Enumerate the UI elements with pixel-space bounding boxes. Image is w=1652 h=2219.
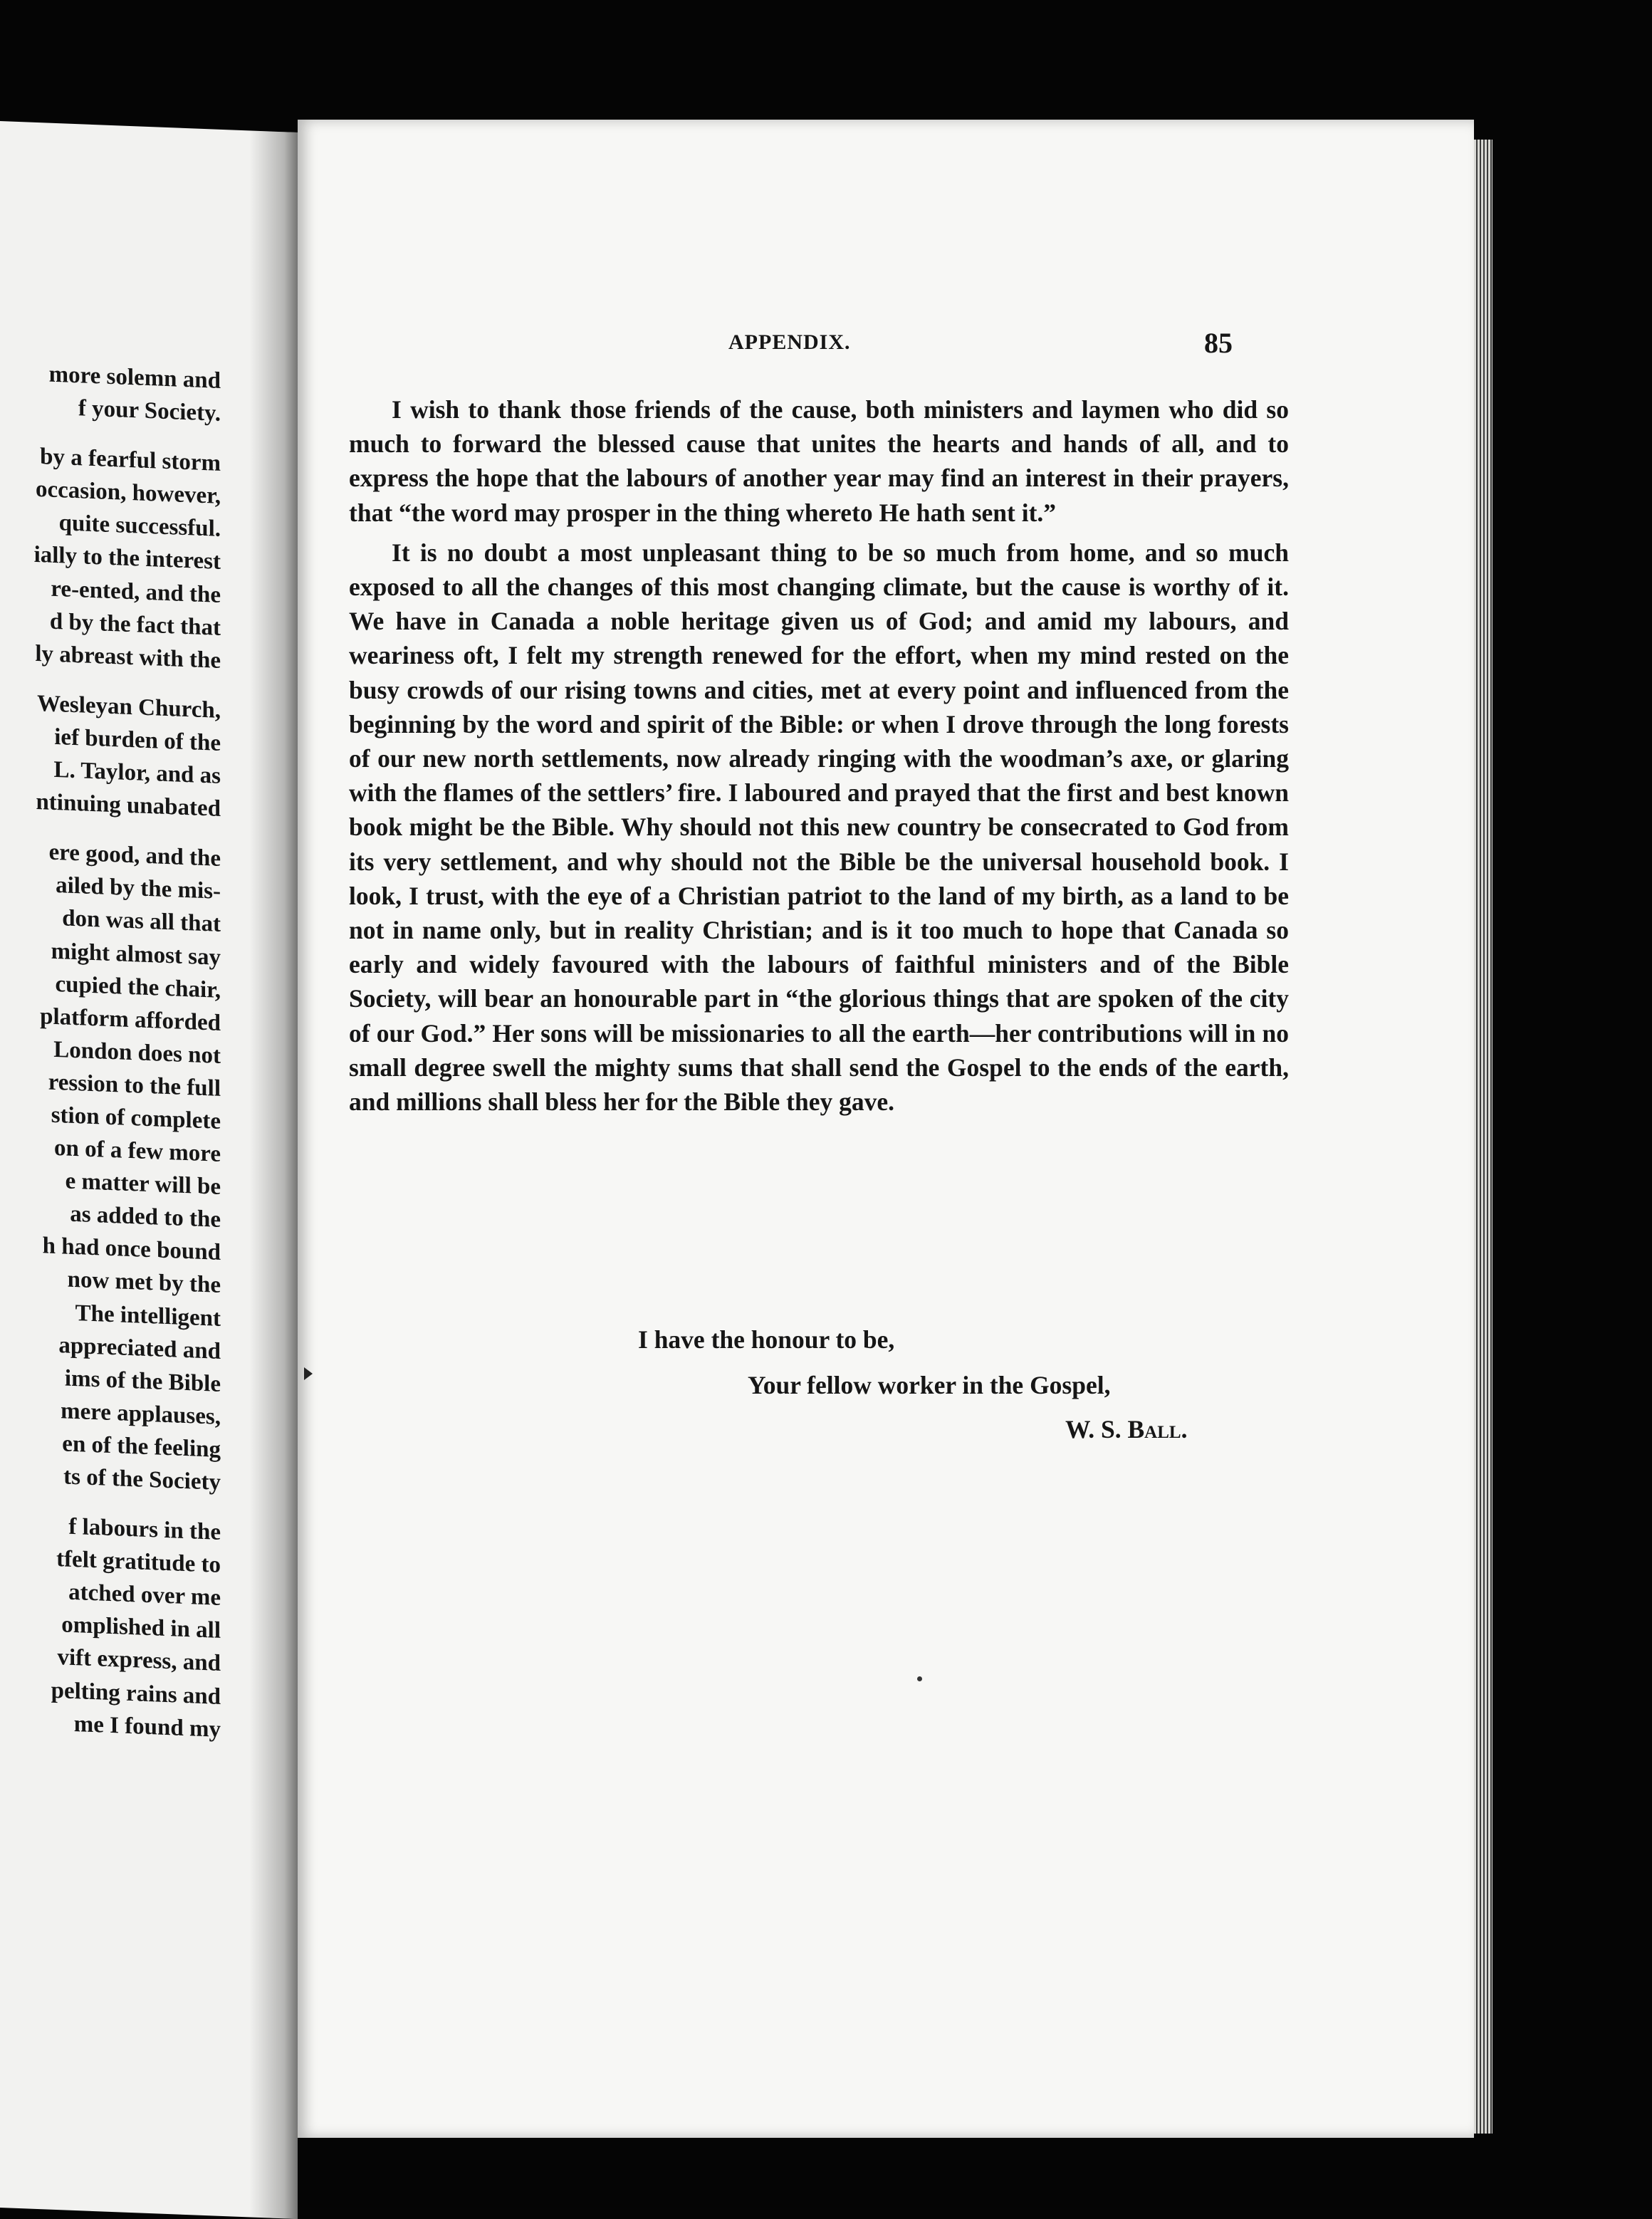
facing-page-line: ts of the Society	[63, 1463, 221, 1495]
facing-page-line: on of a few more	[54, 1134, 221, 1167]
facing-page-text	[0, 356, 221, 1746]
facing-page-line: don was all that	[62, 905, 221, 938]
facing-page-line: tfelt gratitude to	[56, 1546, 221, 1579]
facing-page-line: me I found my	[73, 1711, 221, 1743]
facing-page-line: by a fearful storm	[40, 444, 221, 477]
facing-page-line: The intelligent	[75, 1300, 221, 1332]
facing-page-line: f labours in the	[68, 1513, 221, 1546]
facing-page-line: mere applauses,	[61, 1398, 221, 1430]
facing-page-line: ntinuing unabated	[36, 789, 221, 823]
facing-page-line: d by the fact that	[49, 608, 221, 641]
facing-page-line: now met by the	[67, 1267, 221, 1299]
facing-page-line: pelting rains and	[51, 1677, 221, 1710]
facing-page-line: omplished in all	[61, 1612, 221, 1644]
facing-page-line: ly abreast with the	[35, 640, 221, 674]
facing-page-line: ere good, and the	[48, 839, 221, 872]
facing-page-line: vift express, and	[57, 1644, 221, 1677]
facing-page-line: L. Taylor, and as	[53, 756, 221, 789]
facing-page-line: h had once bound	[42, 1233, 221, 1266]
facing-page-line: ief burden of the	[54, 724, 221, 756]
facing-page-line: ims of the Bible	[64, 1365, 221, 1397]
facing-page-line: Wesleyan Church,	[37, 690, 221, 724]
facing-page-line: e matter will be	[65, 1168, 221, 1201]
facing-page-line: ially to the interest	[33, 542, 221, 575]
page-number: 85	[1204, 327, 1233, 359]
page-85	[298, 120, 1474, 2138]
facing-page-line: ailed by the mis-	[56, 872, 221, 905]
closing-line: I have the honour to be,	[638, 1325, 895, 1354]
facing-page-line: platform afforded	[40, 1003, 221, 1036]
facing-page-line: atched over me	[68, 1579, 221, 1612]
valediction-line: Your fellow worker in the Gospel,	[748, 1371, 1111, 1399]
book-gutter-shadow	[249, 130, 298, 2219]
facing-page-line: re-ented, and the	[51, 575, 221, 608]
facing-page-line: ression to the full	[48, 1069, 221, 1102]
facing-page-line: en of the feeling	[62, 1431, 221, 1463]
facing-page-line: occasion, however,	[35, 476, 221, 510]
paragraph-thanks: I wish to thank those friends of the cause, both ministers and laymen who did so much to forward the blessed cause that unites the hearts and hands of all, and to express the hope that the labours of another year may find an interest in their prayers, that “the word may prosper in the thing whereto He hath sent it.”	[349, 395, 1289, 527]
facing-page-line: might almost say	[51, 938, 221, 971]
margin-mark-icon	[304, 1367, 313, 1380]
running-title: APPENDIX.	[728, 330, 851, 354]
running-head	[298, 327, 1474, 366]
facing-page-line: cupied the chair,	[55, 971, 221, 1003]
paragraph-canada: It is no doubt a most unpleasant thing to be so much from home, and so much exposed to all the changes of this most changing climate, but the cause is worthy of it. We have in Canada a noble heritage given us of God; and amid my labours, and weariness oft, I felt my strength renewed for the effort, when my mind rested on the busy crowds of our rising towns and cities, met at every point and influenced from the beginning by the word and spirit of the Bible: or when I drove through the long forests of our new north settlements, now already ringing with the woodman’s axe, or glaring with the flames of the settlers’ fire. I laboured and prayed that the first and best known book might be the Bible. Why should not this new country be consecrated to God from its very settlement, and why should not the Bible be the universal household book. I look, I trust, with the eye of a Christian patriot to the land of my birth, as a land to be not in name only, but in reality Christian; and is it too much to hope that Canada so early and widely favoured with the labours of faithful ministers and of the Bible Society, will bear an honourable part in “the glorious things that are spoken of the city of our God.” Her sons will be missionaries to all the earth—her contributions will in no small degree swell the mighty sums that shall send the Gospel to the ends of the earth, and millions shall bless her for the Bible they gave.	[349, 538, 1289, 1117]
facing-page-line: appreciated and	[58, 1332, 221, 1364]
facing-page-line: London does not	[53, 1036, 221, 1069]
facing-page	[0, 121, 298, 2219]
facing-page-line: as added to the	[70, 1201, 221, 1233]
signature: W. S. Ball.	[1065, 1415, 1188, 1443]
ink-spot	[917, 1676, 922, 1681]
facing-page-line: f your Society.	[78, 395, 221, 427]
page-edge-stack	[1474, 140, 1492, 2134]
facing-page-line: quite successful.	[58, 510, 221, 543]
facing-page-line: stion of complete	[51, 1102, 221, 1134]
facing-page-line: more solemn and	[48, 361, 221, 394]
letter-body	[349, 392, 1289, 1119]
